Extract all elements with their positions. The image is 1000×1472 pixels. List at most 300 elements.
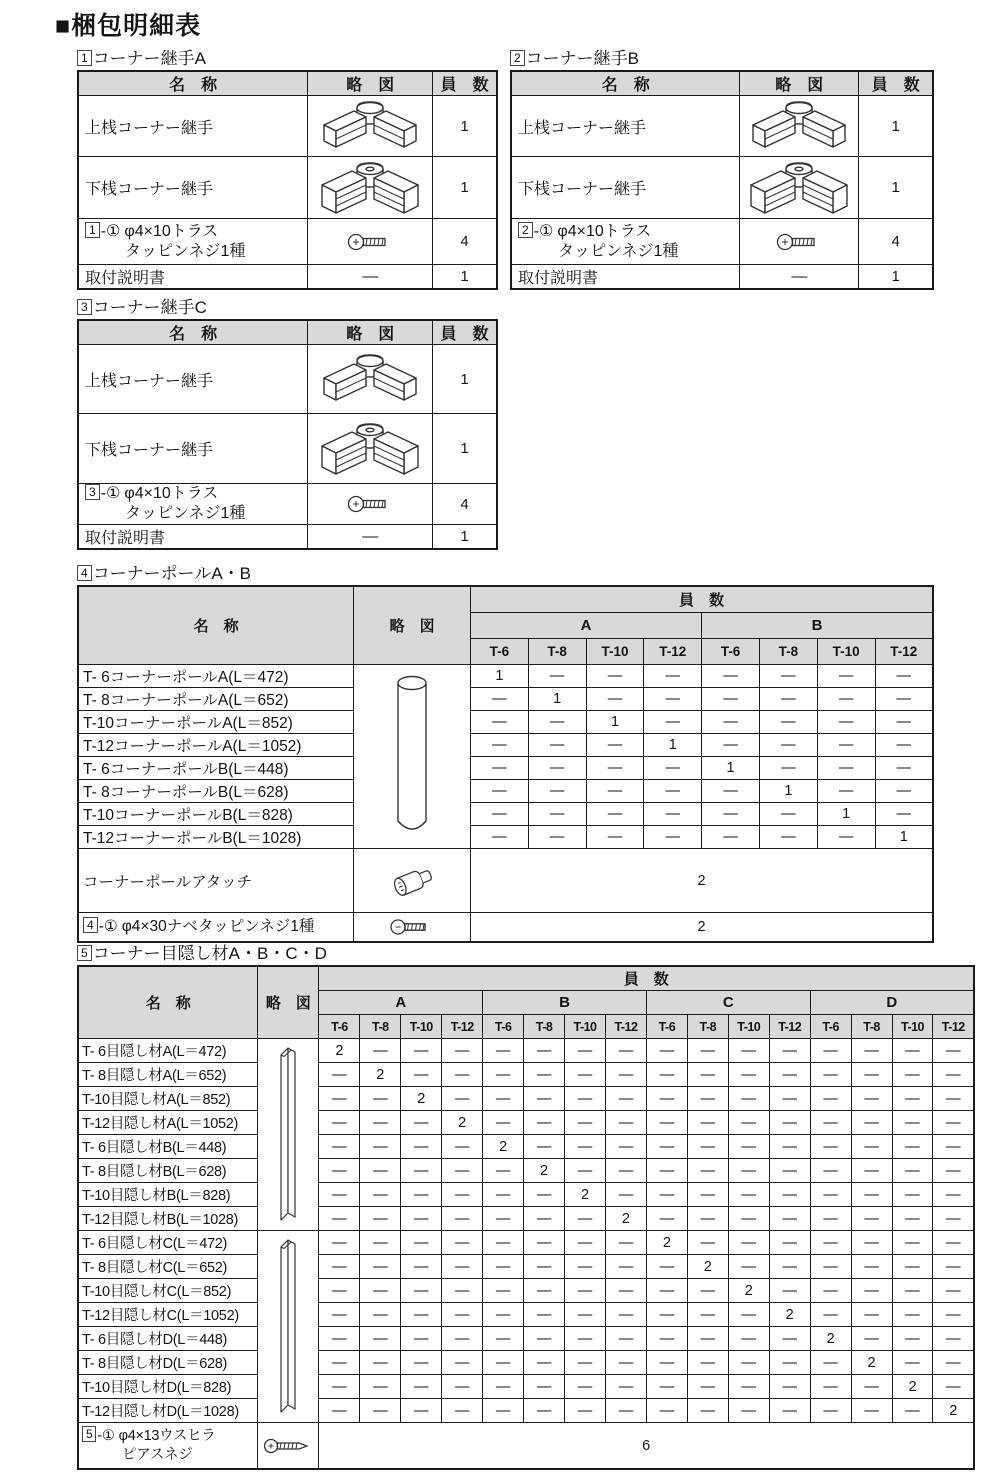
qty-dash: ― — [817, 780, 875, 803]
qty-dash: ― — [360, 1399, 401, 1423]
ref-number-box: 3 — [85, 484, 100, 500]
part-name: コーナーポールアタッチ — [78, 849, 354, 913]
part-name: 下桟コーナー継手 — [78, 157, 308, 219]
qty-dash: ― — [933, 1087, 974, 1111]
qty-dash: ― — [759, 688, 817, 711]
qty-dash: ― — [892, 1087, 933, 1111]
col-header-name: 名 称 — [511, 71, 740, 96]
qty-dash: ― — [769, 1183, 810, 1207]
size-header: T-12 — [644, 639, 702, 665]
qty-dash: ― — [483, 1039, 524, 1063]
qty-dash: ― — [528, 803, 586, 826]
pole-attach-icon — [389, 861, 435, 901]
qty-dash: ― — [442, 1351, 483, 1375]
qty-dash: ― — [401, 1375, 442, 1399]
part-name: T-12目隠し材A(L＝1052) — [78, 1111, 258, 1135]
size-header: T-6 — [319, 1015, 360, 1039]
qty-dash: ― — [319, 1135, 360, 1159]
qty-dash: ― — [319, 1327, 360, 1351]
qty-dash: ― — [644, 711, 702, 734]
qty-dash: ― — [524, 1039, 565, 1063]
qty-dash: ― — [360, 1279, 401, 1303]
part-name: T-10コーナーポールB(L＝828) — [78, 803, 354, 826]
qty-value: 2 — [605, 1207, 646, 1231]
qty-dash: ― — [360, 1039, 401, 1063]
table-block-corner-joint-b — [510, 49, 934, 290]
qty-dash: ― — [892, 1183, 933, 1207]
qty-dash: ― — [605, 1327, 646, 1351]
part-name: 下桟コーナー継手 — [511, 157, 740, 219]
qty-dash: ― — [810, 1279, 851, 1303]
qty-dash: ― — [524, 1135, 565, 1159]
qty-value: 6 — [319, 1423, 974, 1470]
qty-dash: ― — [933, 1327, 974, 1351]
qty-dash: ― — [875, 711, 933, 734]
qty-dash: ― — [687, 1159, 728, 1183]
qty-dash: ― — [892, 1039, 933, 1063]
dash: ― — [308, 525, 433, 550]
qty-dash: ― — [401, 1303, 442, 1327]
qty-value: 4 — [859, 219, 933, 265]
qty-dash: ― — [646, 1159, 687, 1183]
size-header: T-6 — [646, 1015, 687, 1039]
qty-dash: ― — [401, 1231, 442, 1255]
qty-dash: ― — [646, 1327, 687, 1351]
qty-dash: ― — [759, 711, 817, 734]
table-row — [78, 780, 933, 803]
qty-dash: ― — [605, 1135, 646, 1159]
diagram-cell — [354, 665, 471, 849]
qty-dash: ― — [687, 1303, 728, 1327]
qty-dash: ― — [759, 826, 817, 849]
qty-dash: ― — [687, 1327, 728, 1351]
ref-number-box: 5 — [77, 945, 92, 961]
table-row — [78, 1207, 974, 1231]
part-name: T-10目隠し材A(L＝852) — [78, 1087, 258, 1111]
qty-dash: ― — [524, 1183, 565, 1207]
qty-dash: ― — [528, 734, 586, 757]
qty-dash: ― — [728, 1111, 769, 1135]
qty-dash: ― — [810, 1351, 851, 1375]
qty-dash: ― — [810, 1087, 851, 1111]
part-name: 5 -① φ4×13ウスヒラ ピアスネジ — [78, 1423, 258, 1470]
part-name: T-12目隠し材C(L＝1052) — [78, 1303, 258, 1327]
qty-value: 2 — [646, 1231, 687, 1255]
size-header: T-8 — [360, 1015, 401, 1039]
qty-dash: ― — [687, 1399, 728, 1423]
qty-dash: ― — [528, 780, 586, 803]
qty-dash: ― — [851, 1207, 892, 1231]
qty-dash: ― — [851, 1087, 892, 1111]
part-name: 2 -① φ4×10トラス タッピンネジ1種 — [511, 219, 740, 265]
qty-dash: ― — [892, 1159, 933, 1183]
diagram-cell — [308, 414, 433, 484]
size-header: T-6 — [483, 1015, 524, 1039]
qty-dash: ― — [360, 1351, 401, 1375]
qty-dash: ― — [933, 1231, 974, 1255]
qty-dash: ― — [483, 1159, 524, 1183]
qty-dash: ― — [565, 1039, 606, 1063]
qty-value: 2 — [319, 1039, 360, 1063]
qty-dash: ― — [687, 1111, 728, 1135]
qty-dash: ― — [933, 1375, 974, 1399]
size-header: T-10 — [728, 1015, 769, 1039]
qty-value: 1 — [433, 265, 497, 290]
qty-dash: ― — [851, 1135, 892, 1159]
qty-value: 2 — [483, 1135, 524, 1159]
qty-dash: ― — [892, 1207, 933, 1231]
col-header-name: 名 称 — [78, 966, 258, 1039]
size-header: T-8 — [851, 1015, 892, 1039]
qty-dash: ― — [483, 1231, 524, 1255]
table-title: 1 コーナー継手A — [77, 49, 498, 69]
qty-dash: ― — [646, 1063, 687, 1087]
qty-dash: ― — [933, 1255, 974, 1279]
qty-dash: ― — [483, 1399, 524, 1423]
qty-dash: ― — [759, 734, 817, 757]
part-name: 下桟コーナー継手 — [78, 414, 308, 484]
qty-dash: ― — [728, 1303, 769, 1327]
qty-dash: ― — [810, 1111, 851, 1135]
qty-dash: ― — [565, 1207, 606, 1231]
qty-dash: ― — [769, 1063, 810, 1087]
qty-dash: ― — [565, 1279, 606, 1303]
qty-dash: ― — [586, 757, 644, 780]
qty-value: 2 — [524, 1159, 565, 1183]
qty-dash: ― — [528, 757, 586, 780]
qty-dash: ― — [646, 1087, 687, 1111]
qty-dash: ― — [687, 1351, 728, 1375]
qty-dash: ― — [483, 1183, 524, 1207]
qty-dash: ― — [769, 1399, 810, 1423]
qty-value: 1 — [702, 757, 760, 780]
part-name: 取付説明書 — [511, 265, 740, 290]
qty-dash: ― — [769, 1351, 810, 1375]
qty-dash: ― — [875, 803, 933, 826]
qty-dash: ― — [644, 780, 702, 803]
qty-dash: ― — [524, 1231, 565, 1255]
size-header: T-10 — [401, 1015, 442, 1039]
col-header-diagram: 略 図 — [740, 71, 859, 96]
qty-dash: ― — [892, 1327, 933, 1351]
qty-dash: ― — [851, 1255, 892, 1279]
qty-dash: ― — [524, 1111, 565, 1135]
part-name: T-10目隠し材B(L＝828) — [78, 1183, 258, 1207]
qty-dash: ― — [442, 1063, 483, 1087]
size-header: T-8 — [528, 639, 586, 665]
qty-dash: ― — [817, 688, 875, 711]
qty-dash: ― — [933, 1039, 974, 1063]
qty-value: 1 — [433, 157, 497, 219]
qty-dash: ― — [524, 1399, 565, 1423]
qty-dash: ― — [442, 1207, 483, 1231]
qty-dash: ― — [565, 1159, 606, 1183]
qty-dash: ― — [605, 1231, 646, 1255]
qty-dash: ― — [892, 1351, 933, 1375]
qty-dash: ― — [524, 1279, 565, 1303]
qty-dash: ― — [687, 1183, 728, 1207]
qty-dash: ― — [728, 1183, 769, 1207]
qty-dash: ― — [524, 1087, 565, 1111]
qty-dash: ― — [605, 1303, 646, 1327]
qty-dash: ― — [933, 1207, 974, 1231]
part-name: T- 6コーナーポールB(L＝448) — [78, 757, 354, 780]
size-header: T-6 — [702, 639, 760, 665]
qty-dash: ― — [528, 826, 586, 849]
qty-value: 1 — [433, 525, 497, 550]
table-block-corner-pole — [77, 564, 934, 943]
part-name: 上桟コーナー継手 — [78, 96, 308, 157]
qty-dash: ― — [851, 1279, 892, 1303]
qty-dash: ― — [565, 1351, 606, 1375]
diagram-cell — [308, 219, 433, 265]
qty-dash: ― — [810, 1207, 851, 1231]
qty-dash: ― — [483, 1255, 524, 1279]
qty-dash: ― — [933, 1135, 974, 1159]
qty-dash: ― — [875, 665, 933, 688]
corner-joint-lower-icon — [316, 159, 424, 217]
qty-value: 2 — [892, 1375, 933, 1399]
diagram-cell — [308, 96, 433, 157]
qty-dash: ― — [605, 1039, 646, 1063]
qty-dash: ― — [401, 1351, 442, 1375]
qty-dash: ― — [319, 1159, 360, 1183]
diagram-cell — [740, 219, 859, 265]
pan-screw-icon — [389, 918, 435, 936]
dash: ― — [740, 265, 859, 290]
size-header: T-10 — [892, 1015, 933, 1039]
parts-table — [77, 70, 498, 290]
part-name: 3 -① φ4×10トラス タッピンネジ1種 — [78, 484, 308, 525]
table-block-corner-joint-a — [77, 49, 498, 290]
qty-dash: ― — [644, 757, 702, 780]
qty-dash: ― — [401, 1159, 442, 1183]
parts-table — [77, 585, 934, 943]
truss-screw-icon — [347, 495, 393, 513]
qty-dash: ― — [360, 1087, 401, 1111]
qty-value: 1 — [859, 265, 933, 290]
table-title: 2 コーナー継手B — [510, 49, 934, 69]
qty-dash: ― — [759, 665, 817, 688]
diagram-cell — [258, 1039, 319, 1231]
qty-dash: ― — [470, 803, 528, 826]
group-header-c: C — [646, 991, 810, 1015]
part-name: T- 8コーナーポールA(L＝652) — [78, 688, 354, 711]
qty-dash: ― — [442, 1327, 483, 1351]
qty-value: 1 — [875, 826, 933, 849]
group-header-b: B — [702, 613, 933, 639]
qty-dash: ― — [851, 1111, 892, 1135]
qty-dash: ― — [605, 1351, 646, 1375]
qty-dash: ― — [401, 1063, 442, 1087]
qty-dash: ― — [702, 780, 760, 803]
qty-dash: ― — [442, 1159, 483, 1183]
qty-dash: ― — [401, 1255, 442, 1279]
pierce-screw-icon — [263, 1437, 313, 1455]
qty-dash: ― — [565, 1327, 606, 1351]
qty-dash: ― — [933, 1303, 974, 1327]
part-name: T-10目隠し材D(L＝828) — [78, 1375, 258, 1399]
qty-dash: ― — [769, 1231, 810, 1255]
qty-dash: ― — [401, 1135, 442, 1159]
qty-dash: ― — [702, 803, 760, 826]
qty-dash: ― — [483, 1063, 524, 1087]
qty-dash: ― — [605, 1159, 646, 1183]
qty-dash: ― — [524, 1351, 565, 1375]
qty-dash: ― — [892, 1303, 933, 1327]
size-header: T-8 — [687, 1015, 728, 1039]
table-row — [78, 688, 933, 711]
qty-dash: ― — [360, 1135, 401, 1159]
diagram-cell — [308, 157, 433, 219]
corner-joint-upper-icon — [745, 98, 853, 154]
size-header: T-12 — [442, 1015, 483, 1039]
qty-dash: ― — [646, 1255, 687, 1279]
qty-dash: ― — [360, 1159, 401, 1183]
ref-number-box: 1 — [85, 222, 100, 238]
qty-dash: ― — [319, 1375, 360, 1399]
qty-value: 2 — [442, 1111, 483, 1135]
qty-dash: ― — [605, 1111, 646, 1135]
qty-dash: ― — [524, 1375, 565, 1399]
qty-dash: ― — [360, 1255, 401, 1279]
qty-dash: ― — [528, 665, 586, 688]
qty-dash: ― — [586, 780, 644, 803]
size-header: T-10 — [817, 639, 875, 665]
qty-dash: ― — [360, 1303, 401, 1327]
qty-dash: ― — [360, 1375, 401, 1399]
part-name: T-10目隠し材C(L＝852) — [78, 1279, 258, 1303]
qty-dash: ― — [442, 1183, 483, 1207]
part-name: 1 -① φ4×10トラス タッピンネジ1種 — [78, 219, 308, 265]
qty-dash: ― — [728, 1231, 769, 1255]
col-header-name: 名 称 — [78, 320, 308, 345]
qty-dash: ― — [470, 711, 528, 734]
qty-dash: ― — [319, 1351, 360, 1375]
part-name: T- 6目隠し材D(L＝448) — [78, 1327, 258, 1351]
qty-dash: ― — [810, 1375, 851, 1399]
qty-dash: ― — [851, 1039, 892, 1063]
qty-dash: ― — [817, 757, 875, 780]
qty-value: 1 — [433, 345, 497, 414]
qty-dash: ― — [687, 1087, 728, 1111]
qty-dash: ― — [565, 1399, 606, 1423]
qty-dash: ― — [360, 1183, 401, 1207]
qty-dash: ― — [810, 1255, 851, 1279]
qty-dash: ― — [483, 1351, 524, 1375]
qty-dash: ― — [319, 1399, 360, 1423]
diagram-cell — [740, 96, 859, 157]
qty-dash: ― — [483, 1111, 524, 1135]
qty-dash: ― — [728, 1255, 769, 1279]
qty-value: 2 — [470, 913, 933, 943]
table-block-blind-strips — [77, 944, 975, 1470]
table-row — [78, 1231, 974, 1255]
qty-dash: ― — [702, 711, 760, 734]
col-header-diagram: 略 図 — [354, 586, 471, 665]
qty-value: 1 — [470, 665, 528, 688]
qty-dash: ― — [401, 1207, 442, 1231]
page-title: ■梱包明細表 — [55, 12, 202, 40]
qty-dash: ― — [646, 1279, 687, 1303]
diagram-cell — [740, 157, 859, 219]
part-name: 取付説明書 — [78, 265, 308, 290]
qty-dash: ― — [933, 1351, 974, 1375]
table-row — [78, 1279, 974, 1303]
qty-dash: ― — [646, 1399, 687, 1423]
qty-dash: ― — [892, 1231, 933, 1255]
qty-dash: ― — [810, 1039, 851, 1063]
qty-dash: ― — [470, 780, 528, 803]
size-header: T-12 — [933, 1015, 974, 1039]
size-header: T-10 — [565, 1015, 606, 1039]
part-name: T- 8コーナーポールB(L＝628) — [78, 780, 354, 803]
qty-dash: ― — [728, 1135, 769, 1159]
qty-dash: ― — [401, 1279, 442, 1303]
qty-dash: ― — [442, 1255, 483, 1279]
qty-dash: ― — [769, 1327, 810, 1351]
qty-dash: ― — [442, 1303, 483, 1327]
qty-dash: ― — [728, 1159, 769, 1183]
qty-dash: ― — [646, 1351, 687, 1375]
col-header-qty: 員 数 — [859, 71, 933, 96]
dash: ― — [308, 265, 433, 290]
diagram-cell — [308, 345, 433, 414]
qty-dash: ― — [817, 734, 875, 757]
table-row — [78, 1303, 974, 1327]
group-header-b: B — [483, 991, 647, 1015]
qty-dash: ― — [769, 1039, 810, 1063]
col-header-name: 名 称 — [78, 586, 354, 665]
qty-dash: ― — [810, 1399, 851, 1423]
qty-value: 4 — [433, 219, 497, 265]
qty-dash: ― — [702, 688, 760, 711]
qty-dash: ― — [605, 1255, 646, 1279]
diagram-cell — [354, 849, 471, 913]
qty-dash: ― — [769, 1255, 810, 1279]
ref-number-box: 2 — [510, 50, 525, 66]
col-header-diagram: 略 図 — [308, 71, 433, 96]
qty-value: 2 — [933, 1399, 974, 1423]
table-row — [78, 1087, 974, 1111]
qty-dash: ― — [442, 1231, 483, 1255]
qty-dash: ― — [702, 665, 760, 688]
qty-dash: ― — [769, 1111, 810, 1135]
qty-dash: ― — [401, 1327, 442, 1351]
table-row — [78, 757, 933, 780]
col-header-diagram: 略 図 — [258, 966, 319, 1039]
col-header-name: 名 称 — [78, 71, 308, 96]
qty-dash: ― — [646, 1303, 687, 1327]
qty-value: 2 — [401, 1087, 442, 1111]
qty-dash: ― — [319, 1063, 360, 1087]
ref-number-box: 4 — [77, 565, 92, 581]
part-name: T-12コーナーポールB(L＝1028) — [78, 826, 354, 849]
qty-dash: ― — [875, 734, 933, 757]
qty-value: 2 — [810, 1327, 851, 1351]
qty-dash: ― — [933, 1111, 974, 1135]
qty-dash: ― — [817, 826, 875, 849]
qty-dash: ― — [646, 1135, 687, 1159]
qty-value: 2 — [360, 1063, 401, 1087]
part-name: T-12目隠し材B(L＝1028) — [78, 1207, 258, 1231]
qty-dash: ― — [851, 1063, 892, 1087]
qty-dash: ― — [810, 1159, 851, 1183]
table-block-corner-joint-c — [77, 298, 498, 550]
table-row — [78, 1159, 974, 1183]
table-row — [78, 1399, 974, 1423]
qty-dash: ― — [442, 1039, 483, 1063]
